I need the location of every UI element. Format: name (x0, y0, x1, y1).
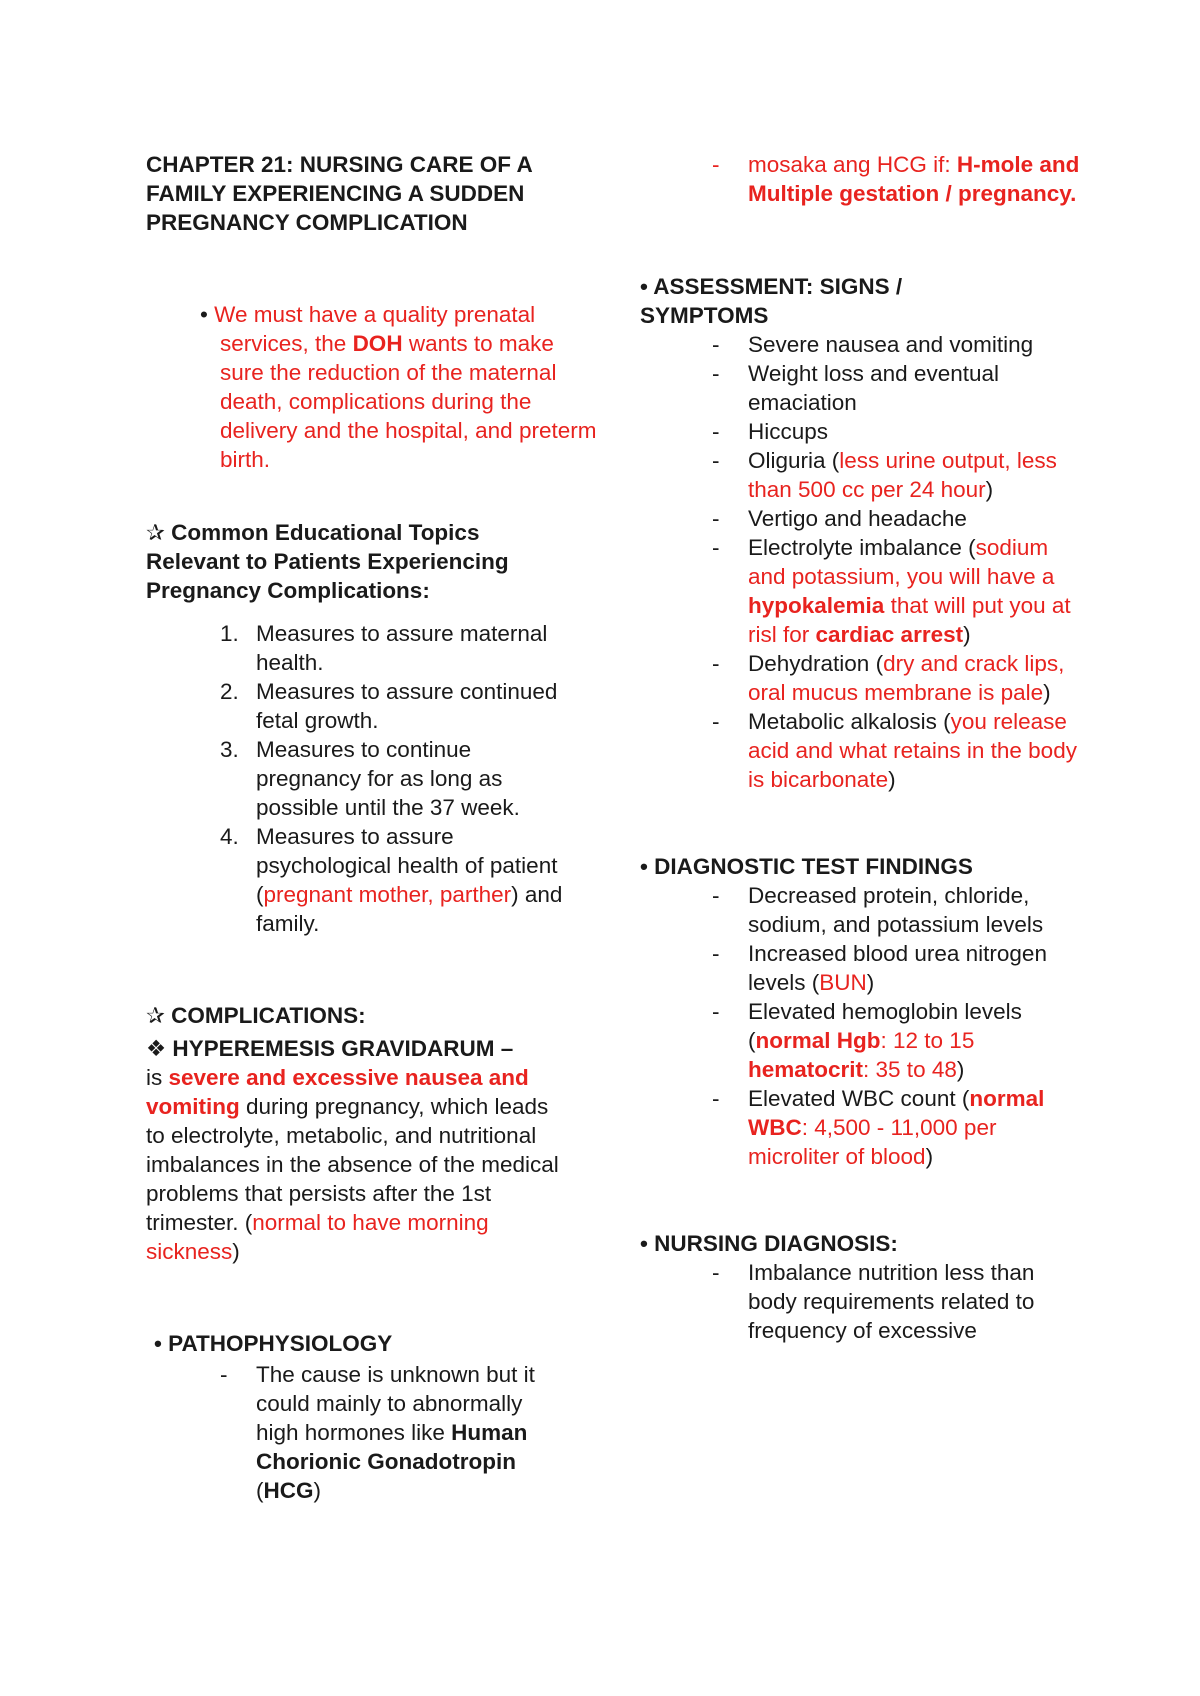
hyperemesis-title: ❖ HYPEREMESIS GRAVIDARUM – (146, 1036, 514, 1061)
chapter-title: CHAPTER 21: NURSING CARE OF A FAMILY EXPERIENCING A SUDDEN PREGNANCY COMPLICATION (146, 152, 532, 235)
list-item: - Dehydration (dry and crack lips, oral mucus membrane is pale) (748, 649, 1080, 707)
nursing-diagnosis-heading: • NURSING DIAGNOSIS: (640, 1231, 898, 1256)
right-column (640, 150, 1080, 1345)
list-item: - Metabolic alkalosis (you release acid and what retains in the body is bicarbonate) (748, 707, 1080, 794)
list-item: 1. Measures to assure maternal health. (220, 621, 548, 675)
list-item: - Imbalance nutrition less than body requirements related to frequency of excessive (748, 1258, 1080, 1345)
hyperemesis-paragraph: is severe and excessive nausea and vomiting during pregnancy, which leads to electrolyte, metabolic, and nutritional imbalances in the absence of the medical problems that persists after the 1st trimester. (normal to have morning sickness) (146, 1065, 559, 1264)
bullet: • (200, 302, 208, 327)
list-item: 2. Measures to assure continued fetal growth. (220, 679, 558, 733)
list-item: - Decreased protein, chloride, sodium, and potassium levels (748, 881, 1080, 939)
list-item: - Electrolyte imbalance (sodium and potassium, you will have a hypokalemia that will put you at risl for cardiac arrest) (748, 533, 1080, 649)
list-item: - Elevated hemoglobin levels (normal Hgb: 12 to 15 hematocrit: 35 to 48) (748, 997, 1080, 1084)
list-item: - mosaka ang HCG if: H-mole and Multiple gestation / pregnancy. (748, 150, 1080, 208)
assessment-list (640, 330, 1080, 794)
assessment-heading: • ASSESSMENT: SIGNS / SYMPTOMS (640, 274, 903, 328)
complications-heading: ✰ COMPLICATIONS: (146, 1003, 366, 1028)
edu-list (146, 619, 566, 938)
list-item: - Oliguria (less urine output, less than 500 cc per 24 hour) (748, 446, 1080, 504)
list-item: 3. Measures to continue pregnancy for as long as possible until the 37 week. (220, 737, 520, 820)
list-item: 4. Measures to assure psychological health of patient (pregnant mother, parther) and family. (220, 824, 563, 936)
nursing-diagnosis-list (640, 1258, 1080, 1345)
intro-paragraph: • We must have a quality prenatal services, the DOH wants to make sure the reduction of the maternal death, complications during the delivery and the hospital, and preterm birth. (200, 302, 597, 472)
list-item: - Elevated WBC count (normal WBC: 4,500 - 11,000 per microliter of blood) (748, 1084, 1080, 1171)
list-item: - Increased blood urea nitrogen levels (BUN) (748, 939, 1080, 997)
diagnostic-list (640, 881, 1080, 1171)
patho-heading: • PATHOPHYSIOLOGY (154, 1331, 393, 1356)
list-item: - Severe nausea and vomiting (748, 330, 1080, 359)
list-item: - The cause is unknown but it could mainly to abnormally high hormones like Human Chorionic Gonadotropin (HCG) (256, 1360, 566, 1505)
list-item: - Weight loss and eventual emaciation (748, 359, 1080, 417)
edu-heading: ✰ Common Educational Topics Relevant to Patients Experiencing Pregnancy Complications: (146, 520, 509, 603)
left-column (146, 150, 597, 1505)
patho-list (146, 1360, 566, 1505)
list-item: - Vertigo and headache (748, 504, 1080, 533)
hcg-list (640, 150, 1080, 208)
diagnostic-heading: • DIAGNOSTIC TEST FINDINGS (640, 854, 973, 879)
doh: DOH (352, 331, 403, 356)
list-item: - Hiccups (748, 417, 1080, 446)
